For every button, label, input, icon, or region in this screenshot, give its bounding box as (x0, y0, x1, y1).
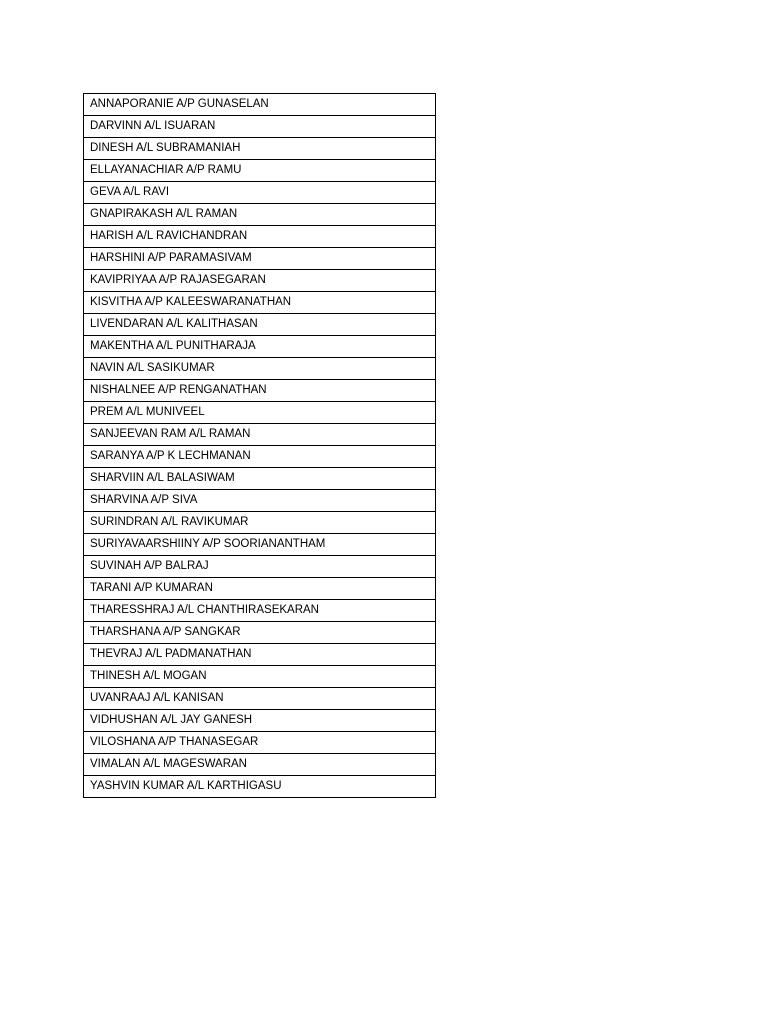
table-row (84, 776, 436, 798)
name-cell: MAKENTHA A/L PUNITHARAJA (84, 336, 436, 358)
table-row (84, 138, 436, 160)
name-cell: UVANRAAJ A/L KANISAN (84, 688, 436, 710)
table-row (84, 666, 436, 688)
name-cell: THINESH A/L MOGAN (84, 666, 436, 688)
table-row (84, 578, 436, 600)
name-cell: SANJEEVAN RAM A/L RAMAN (84, 424, 436, 446)
table-row (84, 248, 436, 270)
name-cell: DINESH A/L SUBRAMANIAH (84, 138, 436, 160)
table-row (84, 314, 436, 336)
name-cell: THARSHANA A/P SANGKAR (84, 622, 436, 644)
table-row (84, 446, 436, 468)
table-row (84, 556, 436, 578)
table-row (84, 292, 436, 314)
name-cell: DARVINN A/L ISUARAN (84, 116, 436, 138)
name-cell: SURIYAVAARSHIINY A/P SOORIANANTHAM (84, 534, 436, 556)
name-cell: THARESSHRAJ A/L CHANTHIRASEKARAN (84, 600, 436, 622)
name-cell: SURINDRAN A/L RAVIKUMAR (84, 512, 436, 534)
table-row (84, 490, 436, 512)
table-row (84, 402, 436, 424)
table-row (84, 182, 436, 204)
name-cell: YASHVIN KUMAR A/L KARTHIGASU (84, 776, 436, 798)
name-cell: LIVENDARAN A/L KALITHASAN (84, 314, 436, 336)
table-row (84, 226, 436, 248)
table-row (84, 116, 436, 138)
name-cell: NISHALNEE A/P RENGANATHAN (84, 380, 436, 402)
table-row (84, 622, 436, 644)
table-row (84, 380, 436, 402)
name-cell: SHARVIIN A/L BALASIWAM (84, 468, 436, 490)
name-cell: SUVINAH A/P BALRAJ (84, 556, 436, 578)
name-cell: ANNAPORANIE A/P GUNASELAN (84, 94, 436, 116)
table-row (84, 94, 436, 116)
table-row (84, 688, 436, 710)
table-row (84, 710, 436, 732)
name-cell: SHARVINA A/P SIVA (84, 490, 436, 512)
name-cell: VIDHUSHAN A/L JAY GANESH (84, 710, 436, 732)
name-cell: GEVA A/L RAVI (84, 182, 436, 204)
name-cell: SARANYA A/P K LECHMANAN (84, 446, 436, 468)
name-cell: PREM A/L MUNIVEEL (84, 402, 436, 424)
table-row (84, 336, 436, 358)
name-cell: NAVIN A/L SASIKUMAR (84, 358, 436, 380)
name-cell: THEVRAJ A/L PADMANATHAN (84, 644, 436, 666)
name-cell: GNAPIRAKASH A/L RAMAN (84, 204, 436, 226)
table-row (84, 512, 436, 534)
table-row (84, 358, 436, 380)
table-row (84, 732, 436, 754)
name-cell: HARISH A/L RAVICHANDRAN (84, 226, 436, 248)
table-row (84, 600, 436, 622)
name-cell: KAVIPRIYAA A/P RAJASEGARAN (84, 270, 436, 292)
name-cell: KISVITHA A/P KALEESWARANATHAN (84, 292, 436, 314)
name-cell: ELLAYANACHIAR A/P RAMU (84, 160, 436, 182)
table-row (84, 534, 436, 556)
table-row (84, 160, 436, 182)
name-cell: TARANI A/P KUMARAN (84, 578, 436, 600)
name-cell: HARSHINI A/P PARAMASIVAM (84, 248, 436, 270)
table-row (84, 424, 436, 446)
table-row (84, 644, 436, 666)
table-row (84, 468, 436, 490)
table-row (84, 204, 436, 226)
name-cell: VIMALAN A/L MAGESWARAN (84, 754, 436, 776)
table-row (84, 270, 436, 292)
name-list-table (83, 93, 436, 798)
table-row (84, 754, 436, 776)
name-cell: VILOSHANA A/P THANASEGAR (84, 732, 436, 754)
